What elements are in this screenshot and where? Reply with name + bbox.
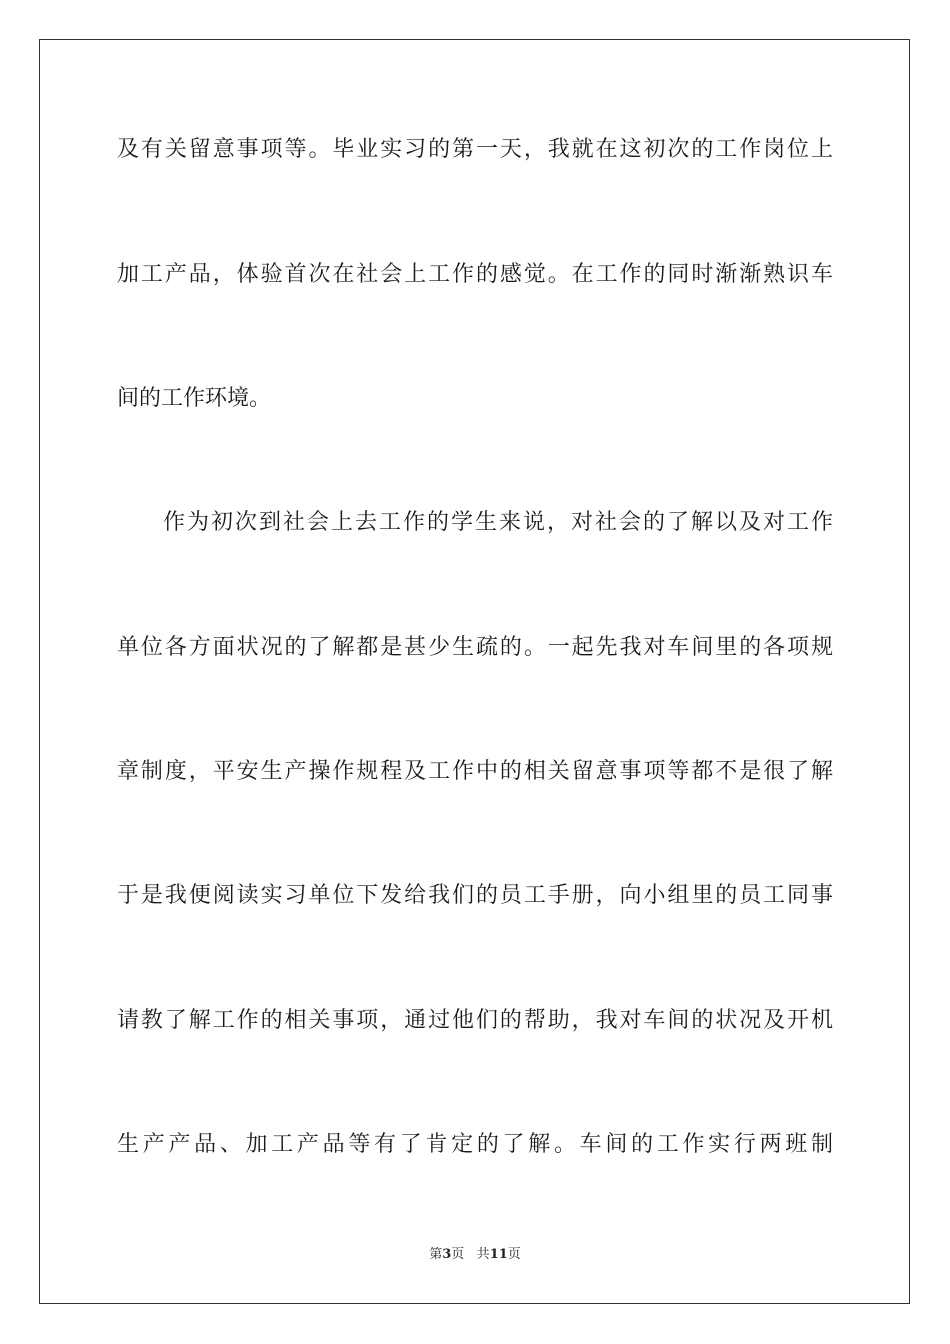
page-suffix: 页	[451, 1247, 465, 1262]
text-line: 及有关留意事项等。毕业实习的第一天，我就在这初次的工作岗位上	[117, 137, 833, 162]
total-prefix: 共	[476, 1247, 490, 1262]
total-pages: 11	[489, 1247, 508, 1262]
text-line: 加工产品，体验首次在社会上工作的感觉。在工作的同时渐渐熟识车	[117, 262, 833, 287]
text-line: 请教了解工作的相关事项，通过他们的帮助，我对车间的状况及开机	[117, 1008, 833, 1033]
text-line: 间的工作环境。	[117, 386, 272, 411]
paragraph-first-line: 作为初次到社会上去工作的学生来说，对社会的了解以及对工作	[163, 510, 833, 535]
total-suffix: 页	[507, 1247, 521, 1262]
page-prefix: 第	[429, 1247, 443, 1262]
text-line: 单位各方面状况的了解都是甚少生疏的。一起先我对车间里的各项规	[117, 635, 833, 660]
page-footer	[0, 1246, 950, 1264]
text-line: 章制度，平安生产操作规程及工作中的相关留意事项等都不是很了解	[117, 759, 833, 784]
page-border	[39, 39, 910, 1304]
page-number: 3	[442, 1247, 452, 1262]
text-line: 于是我便阅读实习单位下发给我们的员工手册，向小组里的员工同事	[117, 883, 833, 908]
text-line: 生产产品、加工产品等有了肯定的了解。车间的工作实行两班制	[117, 1132, 833, 1157]
